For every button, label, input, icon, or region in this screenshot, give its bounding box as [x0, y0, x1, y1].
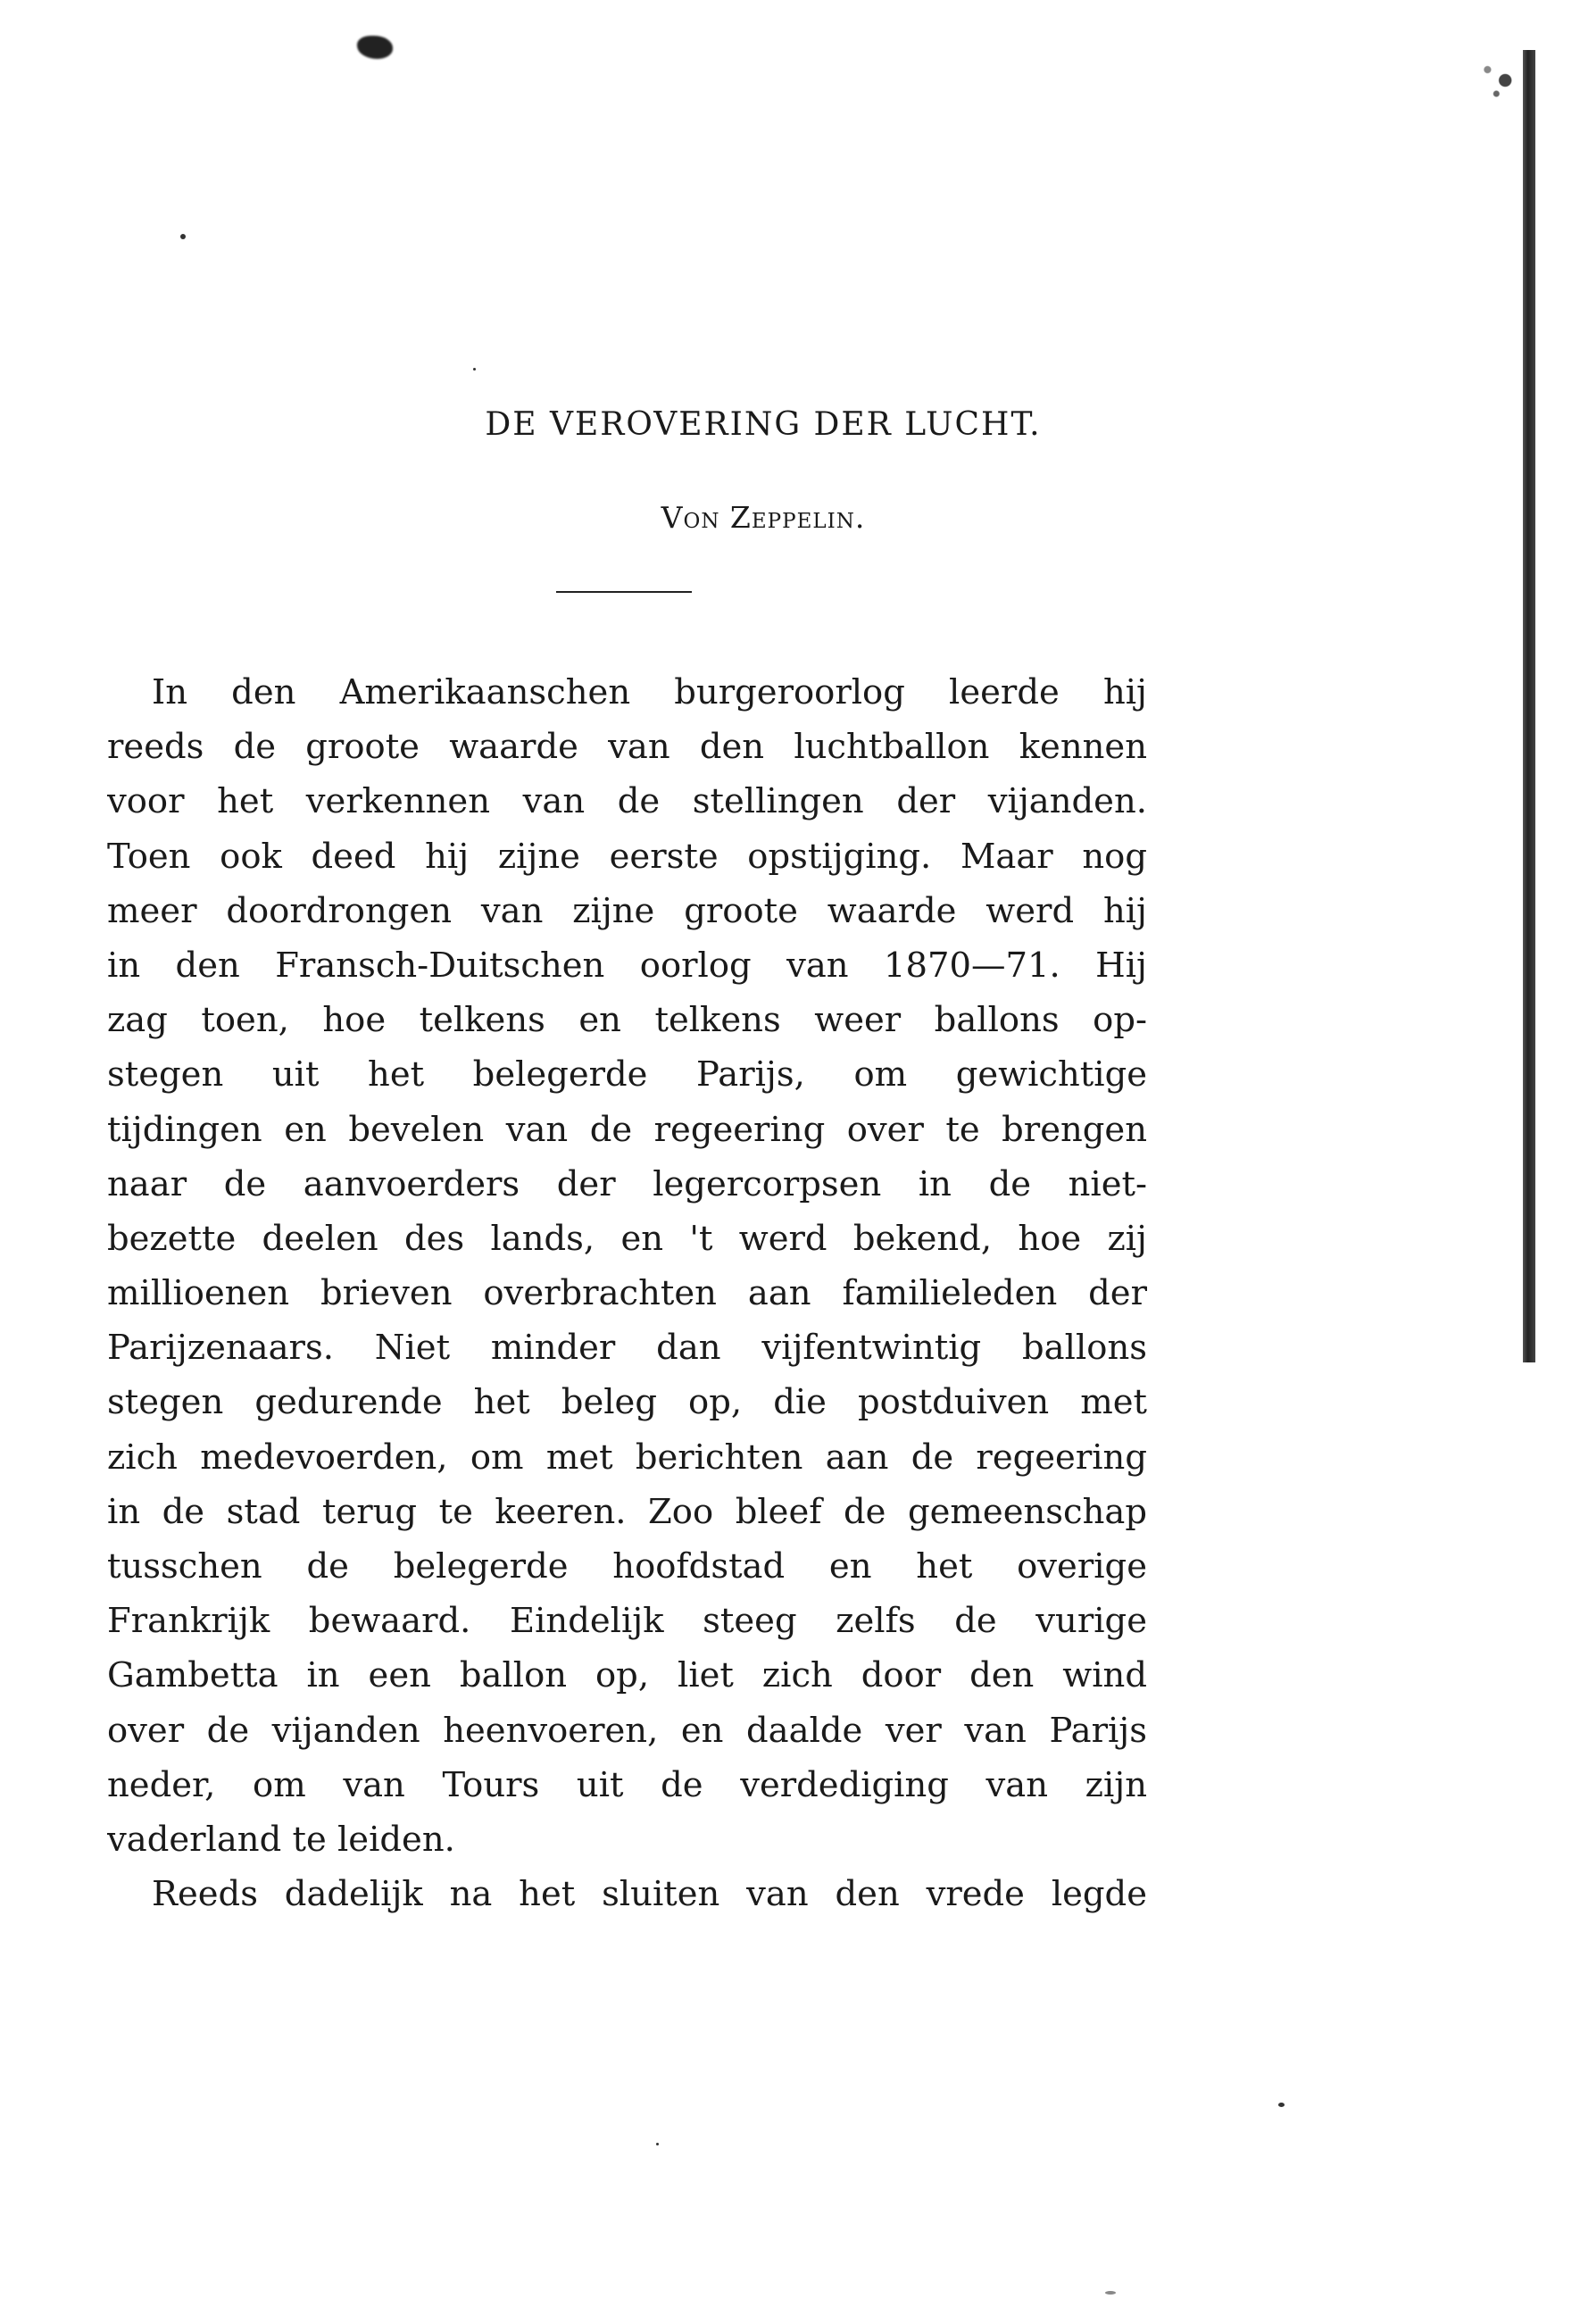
- text-line: reeds de groote waarde van den luchtballon kennen: [107, 727, 1147, 768]
- text-line: millioenen brieven overbrachten aan familieleden der: [107, 1273, 1147, 1314]
- text-line: in den Fransch-Duitschen oorlog van 1870—71. Hij: [107, 945, 1147, 986]
- chapter-title: DE VEROVERING DER LUCHT.: [485, 406, 1042, 443]
- text-line: naar de aanvoerders der legercorpsen in de niet-: [107, 1163, 1147, 1204]
- text-line: Reeds dadelijk na het sluiten van den vrede legde: [152, 1874, 1147, 1915]
- text-line: in de stad terug te keeren. Zoo bleef de gemeenschap: [107, 1491, 1147, 1532]
- text-line: over de vijanden heenvoeren, en daalde ver van Parijs: [107, 1710, 1147, 1751]
- scan-artifact: [1464, 54, 1523, 107]
- text-line: stegen uit het belegerde Parijs, om gewichtige: [107, 1054, 1147, 1095]
- ink-speck: [1278, 2103, 1285, 2107]
- chapter-subtitle: Von Zeppelin.: [661, 500, 866, 535]
- text-line: tijdingen en bevelen van de regeering over te brengen: [107, 1109, 1147, 1150]
- page-edge-shadow: [1523, 50, 1535, 1362]
- ink-speck: [656, 2143, 659, 2145]
- ink-speck: [473, 368, 476, 371]
- text-line: Gambetta in een ballon op, liet zich door den wind: [107, 1655, 1147, 1696]
- text-line: tusschen de belegerde hoofdstad en het overige: [107, 1546, 1147, 1587]
- text-line: In den Amerikaanschen burgeroorlog leerde hij: [152, 672, 1147, 712]
- text-line: zich medevoerden, om met berichten aan de regeering: [107, 1437, 1147, 1478]
- ink-speck: [1105, 2291, 1116, 2295]
- text-line: neder, om van Tours uit de verdediging van zijn: [107, 1764, 1147, 1805]
- ink-smudge: [357, 36, 393, 59]
- text-line: Parijzenaars. Niet minder dan vijfentwintig ballons: [107, 1328, 1147, 1369]
- text-line: Frankrijk bewaard. Eindelijk steeg zelfs de vurige: [107, 1601, 1147, 1642]
- text-line: voor het verkennen van de stellingen der vijanden.: [107, 781, 1147, 822]
- text-line: Toen ook deed hij zijne eerste opstijging. Maar nog: [107, 836, 1147, 877]
- text-line: meer doordrongen van zijne groote waarde werd hij: [107, 890, 1147, 931]
- ink-speck: [180, 234, 186, 239]
- text-line: stegen gedurende het beleg op, die postduiven met: [107, 1382, 1147, 1423]
- text-line: zag toen, hoe telkens en telkens weer ballons op-: [107, 1000, 1147, 1041]
- body-text: [107, 665, 1147, 1921]
- separator-rule: [556, 591, 692, 593]
- text-line: bezette deelen des lands, en 't werd bekend, hoe zij: [107, 1218, 1147, 1259]
- text-line: vaderland te leiden.: [107, 1819, 455, 1860]
